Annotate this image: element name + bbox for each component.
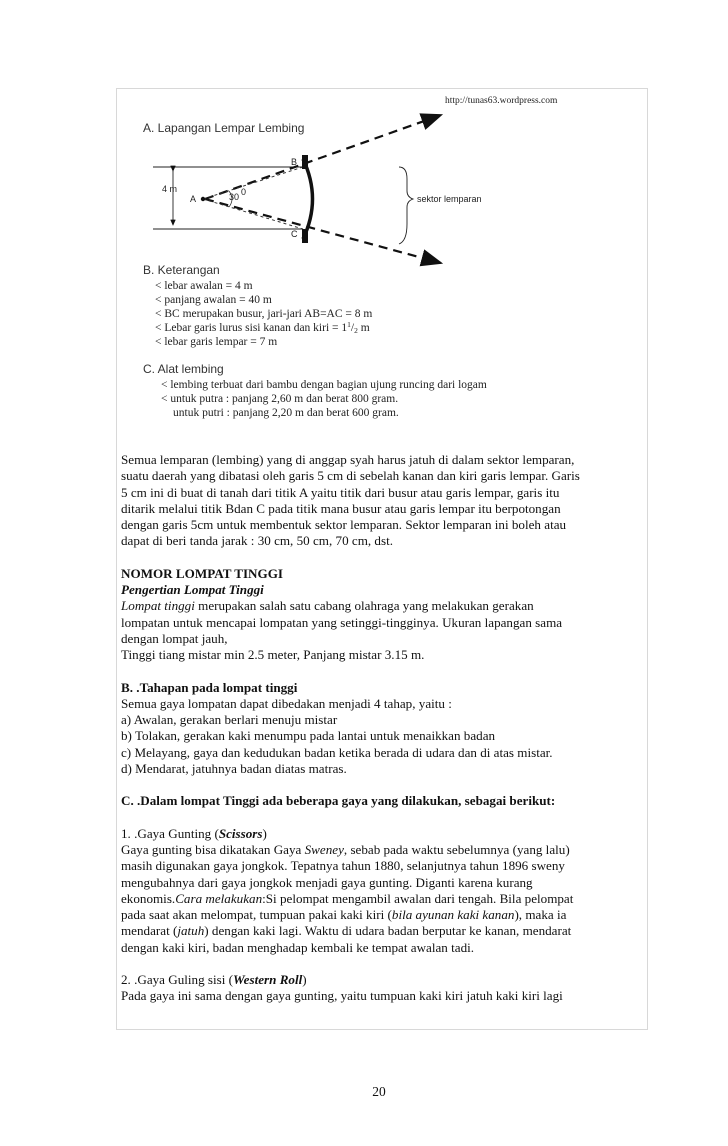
text-line — [121, 923, 646, 939]
heading-tahapan — [121, 680, 646, 696]
gunting-title-pre: 1. .Gaya Gunting ( — [121, 825, 219, 841]
keterangan-item-4-sup: 1 — [347, 320, 351, 329]
list-item: b) Tolakan, gerakan kaki menumpu pada lantai untuk menaikkan badan — [121, 728, 496, 744]
text-line: lompatan untuk mencapai lompatan yang setinggi-tingginya. Ukuran lapangan sama — [121, 614, 563, 630]
heading-gaya-text: Dalam lompat Tinggi ada beberapa gaya yang dilakukan, sebagai berikut: — [140, 793, 556, 809]
subheading-pengertian — [121, 582, 646, 598]
section-b-title: B. Keterangan — [143, 263, 220, 277]
marker-c-post — [302, 229, 308, 243]
gunting-title-post: ) — [262, 825, 267, 841]
keterangan-item-4-slash: / — [350, 322, 355, 334]
definition-rest: merupakan salah satu cabang olahraga yang melakukan gerakan — [194, 598, 534, 614]
angle-degree: 0 — [241, 187, 247, 197]
sector-brace — [399, 167, 413, 244]
gunting-title — [121, 826, 646, 842]
list-item: d) Mendarat, jatuhnya badan diatas matras. — [121, 761, 347, 777]
text-line: Semua lemparan (lembing) yang di anggap syah harus jatuh di dalam sektor lemparan, — [121, 452, 575, 467]
keterangan-item-4-unit: m — [357, 322, 370, 334]
source-url: http://tunas63.wordpress.com — [445, 96, 558, 106]
angle-label: 30 — [229, 192, 240, 202]
text-line: Tinggi tiang mistar min 2.5 meter, Panjang mistar 3.15 m. — [121, 647, 425, 663]
list-item: a) Awalan, gerakan berlari menuju mistar — [121, 712, 338, 728]
marker-b-post — [302, 155, 308, 169]
heading-tahapan-text: Tahapan pada lompat tinggi — [139, 679, 298, 695]
label-c: C — [291, 229, 298, 239]
diagram-svg — [117, 89, 645, 447]
text-segment: Gaya gunting bisa dikatakan Gaya — [121, 841, 305, 857]
text-segment: mendarat ( — [121, 923, 178, 939]
text-segment-italic: Cara melakukan — [175, 890, 263, 906]
section-c-title: C. Alat lembing — [143, 362, 224, 376]
text-line — [121, 891, 646, 907]
keterangan-item-4-sub: 2 — [354, 326, 358, 335]
gunting-title-em: Scissors — [218, 825, 263, 841]
guling-title — [121, 972, 646, 988]
guling-title-em: Western Roll — [233, 972, 303, 988]
text-line: mengubahnya dari gaya jongkok menjadi gaya gunting. Diganti karena kurang — [121, 874, 533, 890]
radius-ac — [203, 199, 303, 229]
label-b: B — [291, 157, 298, 167]
alat-item-2: < untuk putra : panjang 2,60 m dan berat 800 gram. — [161, 393, 399, 405]
text-segment-italic: bila ayunan kaki kanan — [391, 907, 515, 923]
alat-item-1: < lembing terbuat dari bambu dengan bagian ujung runcing dari logam — [161, 379, 487, 391]
text-line: dapat di beri tanda jarak : 30 cm, 50 cm, 70 cm, dst. — [121, 533, 393, 549]
point-a — [201, 197, 205, 201]
section-a-title: A. Lapangan Lempar Lembing — [143, 121, 305, 135]
width-label: 4 m — [162, 184, 178, 194]
subheading-pengertian-text: Pengertian Lompat Tinggi — [121, 582, 264, 598]
text-segment: ) dengan kaki lagi. Waktu di udara badan berputar ke kanan, mendarat — [204, 923, 572, 939]
text-line: dengan kaki kiri, badan menghadap kembali ke tempat awalan tadi. — [121, 939, 475, 955]
text-line: Semua gaya lompatan dapat dibedakan menjadi 4 tahap, yaitu : — [121, 695, 452, 711]
keterangan-item-3: < BC merupakan busur, jari-jari AB=AC = 8 m — [155, 308, 373, 320]
paragraph-sektor — [121, 452, 646, 550]
text-line: dengan garis 5cm untuk membentuk sektor lemparan. Sektor lemparan ini boleh atau — [121, 517, 567, 533]
text-line: masih digunakan gaya jongkok. Tepatnya tahun 1880, selanjutnya tahun 1896 sweny — [121, 858, 565, 874]
heading-gaya-prefix: C. . — [121, 793, 141, 809]
keterangan-item-1: < lebar awalan = 4 m — [155, 280, 253, 292]
section-gaya-gunting — [121, 826, 646, 956]
alat-item-3: untuk putri : panjang 2,20 m dan berat 600 gram. — [173, 407, 399, 419]
guling-title-pre: 2. .Gaya Guling sisi ( — [121, 972, 234, 988]
text-line — [121, 907, 646, 923]
heading-tahapan-prefix: B. . — [121, 679, 140, 695]
section-lompat-tinggi — [121, 566, 646, 664]
text-segment: pada saat akan melompat, tumpuan pakai kaki kiri ( — [121, 907, 392, 923]
definition-line — [121, 598, 646, 614]
guling-title-post: ) — [302, 972, 307, 988]
javelin-field-diagram — [117, 89, 645, 447]
sector-label: sektor lemparan — [417, 194, 482, 204]
section-tahapan — [121, 680, 646, 778]
text-line: Pada gaya ini sama dengan gaya gunting, yaitu tumpuan kaki kiri jatuh kaki kiri lagi — [121, 988, 563, 1004]
heading-gaya — [121, 793, 646, 809]
text-segment: ), maka ia — [514, 907, 567, 923]
text-segment: , sebab pada waktu sebelumnya (yang lalu) — [343, 841, 570, 857]
text-segment: :Si pelompat mengambil awalan dari tengah. Bila pelompat — [262, 890, 574, 906]
section-gaya-guling — [121, 972, 646, 1005]
text-line: 5 cm ini di buat di tanah dari titik A yaitu titik dari busur atau garis lempar, garis itu — [121, 484, 560, 500]
definition-term: Lompat tinggi — [121, 598, 195, 614]
text-segment: ekonomis. — [121, 890, 176, 906]
keterangan-item-4 — [155, 320, 370, 335]
text-line — [121, 842, 646, 858]
sector-ray-lower — [205, 199, 441, 263]
text-line: dengan lompat jauh, — [121, 630, 228, 646]
keterangan-item-2: < panjang awalan = 40 m — [155, 294, 272, 306]
text-line: suatu daerah yang dibatasi oleh garis 5 cm di sebelah kanan dan kiri garis lempar. Garis — [121, 468, 580, 484]
page-number: 20 — [372, 1084, 386, 1099]
keterangan-item-4-main: < Lebar garis lurus sisi kanan dan kiri = 1 — [155, 322, 348, 334]
list-item: c) Melayang, gaya dan kedudukan badan ketika berada di udara dan di atas mistar. — [121, 744, 553, 760]
heading-lompat-tinggi: NOMOR LOMPAT TINGGI — [121, 565, 283, 581]
body-text — [121, 452, 646, 1021]
keterangan-item-5: < lebar garis lempar = 7 m — [155, 336, 278, 348]
text-segment-italic: Sweney — [304, 841, 344, 857]
section-gaya — [121, 793, 646, 809]
label-a: A — [190, 194, 197, 204]
text-segment-italic: jatuh — [177, 923, 205, 939]
text-line: ditarik melalui titik Bdan C pada titik mana busur atau garis lempar itu berpotongan — [121, 500, 561, 516]
